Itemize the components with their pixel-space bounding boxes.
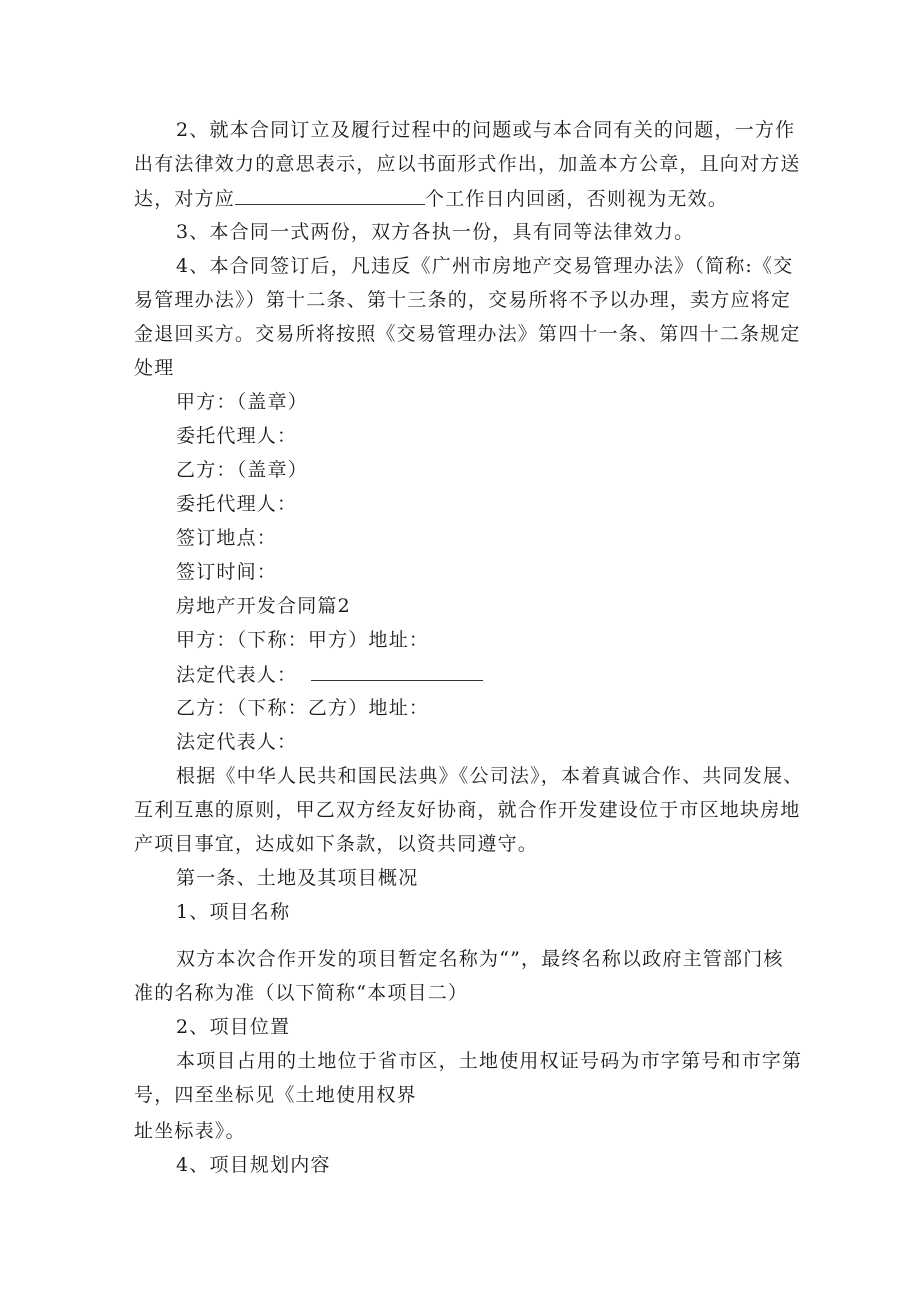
blank-underline-days — [235, 186, 425, 205]
party-a-representative-label: 法定代表人： — [176, 664, 298, 686]
party-b-agent: 委托代理人： — [176, 493, 298, 515]
item-1-line-1: 双方本次合作开发的项目暂定名称为“”，最终名称以政府主管部门核 — [176, 948, 784, 970]
para-2-line-3-end: 个工作日内回函，否则视为无效。 — [425, 188, 729, 210]
item-4-heading: 4、项目规划内容 — [176, 1154, 331, 1176]
item-2-heading: 2、项目位置 — [176, 1016, 291, 1038]
para-4-line-1: 4、本合同签订后，凡违反《广州市房地产交易管理办法》（简称:《交 — [176, 255, 794, 277]
item-2-line-1: 本项目占用的土地位于省市区，土地使用权证号码为市字第号和市字第 — [176, 1050, 803, 1072]
preamble-line-2: 互利互惠的原则，甲乙双方经友好协商，就合作开发建设位于市区地块房地 — [134, 799, 801, 821]
party-b-seal: 乙方：（盖章） — [176, 459, 308, 481]
para-2-line-1: 2、就本合同订立及履行过程中的问题或与本合同有关的问题，一方作 — [176, 119, 796, 141]
item-1-line-2: 准的名称为准（以下简称“本项目二） — [134, 982, 469, 1004]
sign-time: 签订时间： — [176, 561, 278, 583]
blank-underline-representative — [311, 662, 483, 681]
party-b-address: 乙方：（下称：乙方）地址： — [176, 697, 430, 719]
item-1-heading: 1、项目名称 — [176, 901, 291, 923]
party-a-address: 甲方：（下称：甲方）地址： — [176, 629, 430, 651]
item-2-line-2: 号，四至坐标见《土地使用权界 — [134, 1084, 417, 1106]
para-3: 3、本合同一式两份，双方各执一份，具有同等法律效力。 — [176, 221, 695, 243]
party-b-representative: 法定代表人： — [176, 731, 298, 753]
sign-place: 签订地点： — [176, 527, 278, 549]
para-2-line-3 — [134, 186, 728, 211]
party-a-representative — [176, 662, 483, 687]
para-4-line-2: 易管理办法》）第十二条、第十三条的，交易所将不予以办理，卖方应将定 — [134, 289, 792, 311]
party-a-agent: 委托代理人： — [176, 425, 298, 447]
preamble-line-3: 产项目事宜，达成如下条款，以资共同遵守。 — [134, 833, 539, 855]
preamble-line-1: 根据《中华人民共和国民法典》《公司法》，本着真诚合作、共同发展、 — [176, 765, 804, 787]
para-2-line-2: 出有法律效力的意思表示，应以书面形式作出，加盖本方公章，且向对方送 — [134, 153, 801, 175]
para-4-line-3: 金退回买方。交易所将按照《交易管理办法》第四十一条、第四十二条规定 — [134, 323, 801, 345]
item-2-line-3: 址坐标表》。 — [134, 1120, 246, 1142]
para-4-line-4: 处理 — [134, 357, 175, 379]
article-1-heading: 第一条、土地及其项目概况 — [176, 867, 419, 889]
party-a-seal: 甲方：（盖章） — [176, 391, 308, 413]
section-title: 房地产开发合同篇2 — [176, 595, 351, 617]
para-2-line-3-start: 达，对方应 — [134, 188, 236, 210]
